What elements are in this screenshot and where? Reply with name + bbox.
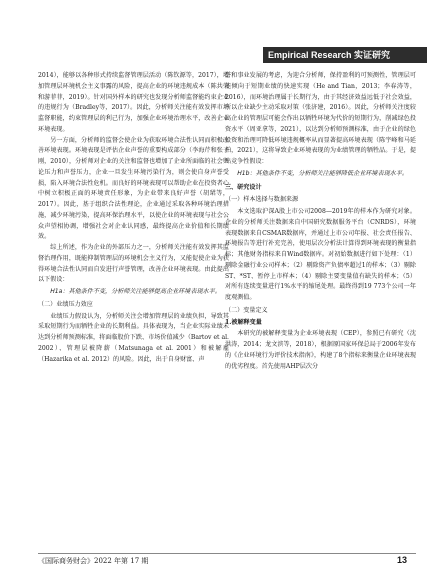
paragraph: 业绩压力假设认为，分析师关注会增加管理层的业绩负担，导致其采取短期行为而牺牲企业的长期利益。具体表现为，当企业实际业绩未达到分析师预测标准，将面临股价下跌、市场价值减少（Bartov et al. 2002）、管理层被降薪（Matsunaga et al. 2001）和被解雇（Hazarika et al. 2012）的风险。因此，出于自身财富、声 — [38, 312, 229, 363]
journal-issue-footer: 《国际商务财会》2022 年第 17 期 — [38, 557, 149, 565]
variable-heading: 1.被解释变量 — [225, 318, 262, 326]
footer-rule — [38, 553, 416, 554]
section-header-label: Empirical Research 实证研究 — [268, 50, 391, 60]
paragraph: 本文选取沪深A股上市公司2008—2019年的样本作为研究对象。企业的分析师关注数据来自中国研究数据服务平台（CNRDS），环境表现数据来自CSMAR数据库，并通过上市公司年报、社会责任报告、环境报告等进行补充完善，使用层次分析法计算得到环境表现的衡量指标；其他财务指标来自Wind数据库。对初始数据进行如下处理：（1）剔除金融行业公司样本；（2）剔除资产负债率超过1的样本；（3）剔除ST、*ST、暂停上市样本；（4）剔除主要变量值有缺失的样本；（5）对所有连续变量进行1%水平的缩尾处理。最终得到19 773个公司一年度观测值。 — [225, 208, 416, 301]
subsection-heading: （二）业绩压力效应 — [38, 300, 93, 308]
paragraph: 誉和事业发展的考虑，为迎合分析师，保持盈利的可预测性，管理层可能倾向于短期业绩的快速实现（He and Tian，2013；李春涛等，2016），而环境治理属于长期行为，由于其经济效益远低于社会效益，所以企业缺少主动采取对策（张济建，2016）。因此，分析师关注度较高企业的管理层可能会作出以牺牲环境为代价的短期行为，削减绿色投资水平（周亚拿等，2021），以达到分析师预测标准，由于企业的绿色投资和治理可降低环境违规概率从而显著提高环境表现（陈宇峰和马延柏，2021），这将导致企业环境表现的为业绩管理的牺牲品。于是，提出竞争性假设： — [225, 72, 416, 165]
hypothesis-statement: H1b：其他条件不变，分析师关注能够降低企业环境表现水平。 — [237, 169, 408, 177]
subsection-heading: （一）样本选择与数据来源 — [225, 196, 299, 204]
paragraph: 另一方面，分析师的监督会使企业为获取环境合法性认同而积极改善环境表现。环境表现是评估企业声誉的重要构成部分（李海芹和张子刚，2010），分析师对企业的关注和监督也增加了企业所面临的社会舆论压力和声誉压力，企业一旦发生环境污染行为，则会使自身声誉受损，陷入环境合法性危机。而良好的环境表现可以帮助企业在投资者心中树立积极正面的环境责任形象，为企业带来良好声誉（胡珺等，2017）。因此，基于组织合法性理论，企业通过采取各种环境治理措施，减少环境污染，提高环保治理水平，以使企业的环境表现与社会公众声望相协调，增强社会对企业认同感，最终提高企业价值和长期绩效。 — [38, 136, 229, 241]
page-number: 13 — [397, 555, 408, 565]
paragraph: 本研究的被解释变量为企业环境表现（CEP），参照已有研究（沈洪涛，2014；龙文滨等，2018），根据原国家环保总局于2006年发布的《企业环境行为评价技术指南》，构建了8个指标来衡量企业环境表现的优劣程度。首先使用AHP层次分 — [225, 330, 416, 370]
left-text-column — [38, 71, 229, 365]
paragraph: 综上所述，作为企业的外部压力之一，分析师关注能有效发挥其监督治理作用，既能抑制管理层的环境机会主义行为，又能促使企业为获得环境合法性认同而自发进行声誉管理，改善企业环境表现。由此提出以下假设： — [38, 244, 229, 284]
section-heading: 三、研究设计 — [225, 183, 262, 191]
hypothesis-statement: H1a：其他条件不变，分析师关注能够提高企业环境表现水平。 — [50, 288, 221, 295]
paragraph: 2014），能够以各种形式持续监督管理层活动（陈钦源等，2017），增加管理层环境机会主义事露的风险，提高企业的环境违规成本（陈共荣和游菲菲，2019）。针对国外样本的研究也发现分析师监督能约束企业的违规行为（Bradley等，2017）。因此，分析师关注能有效发挥市场监督职能，约束管理层的利己行为，加强企业环境治理水平，改善企业环境表现。 — [38, 72, 229, 133]
subsection-heading: （二）变量定义 — [225, 306, 268, 314]
right-text-column — [225, 71, 416, 372]
